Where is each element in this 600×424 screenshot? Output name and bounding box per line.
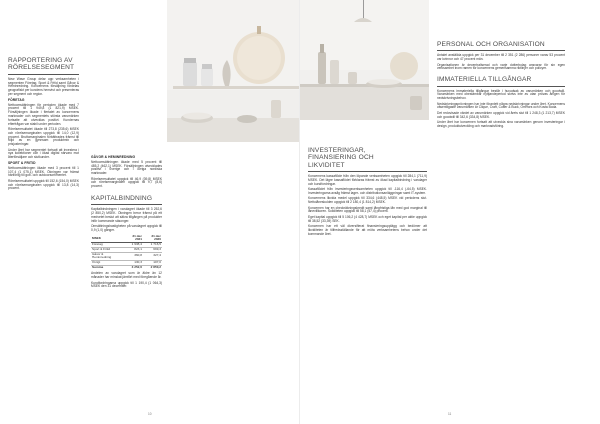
kitchen-counter-illustration <box>300 0 429 120</box>
investering-paragraph: Kassaflödet från investeringsverksamheten uppgick till -116,4 (-64,5) MSEK. Investeringarna avsåg främst lager- och distributionsanläggningar samt IT-system. <box>308 187 427 195</box>
table-cell: 360,8 <box>124 252 143 260</box>
interior-photo <box>167 0 300 142</box>
right-column-1 <box>308 147 427 238</box>
kapital-paragraph: Kapitalbindningen i varulagret ökade till 3 252,6 (2 850,2) MSEK. Ökningen beror främst på ett medvetet beslut att säkra tillgången på produkter inför kommande säsonger. <box>91 207 162 223</box>
table-header: MSEK <box>91 235 124 243</box>
sport-paragraph: Nettoomsättningen ökade med 3 procent till 1 107,4 (1 075,1) MSEK. Ökningen var främst hänförlig till golf- och outdoorsortimentet. <box>8 165 79 178</box>
page-number: 11 <box>448 412 452 416</box>
kapitalbindning-heading: KAPITALBINDNING <box>91 194 153 202</box>
kapital-paragraph: Andelen av varulagret som är äldre än 12 månader har minskat jämfört med föregående år. <box>91 271 162 280</box>
immateriella-paragraph: Det redovisade värdet av varumärken uppgick vid årets slut till 1 248,3 (1 213,7) MSEK och goodwill till 342,6 (334,8) MSEK. <box>437 110 565 119</box>
kapital-paragraph: Kundfordringarna uppgick till 1 190,4 (1 064,3) MSEK den 31 december. <box>91 280 162 289</box>
kitchen-photo <box>300 0 429 120</box>
table-cell: Summa <box>91 265 124 269</box>
table-row <box>91 252 162 260</box>
table-header: 31 dec 2020 <box>143 235 162 243</box>
kitchen-shelf-illustration <box>167 0 300 142</box>
table-cell: 699,3 <box>143 247 162 252</box>
sport-paragraph: Rörelseresultatet uppgick till 152,6 (154,0) MSEK och rörelsemarginalen uppgick till 13,8 (14,3) procent. <box>8 178 79 191</box>
personal-paragraph: Antalet anställda uppgick per 31 december till 2 351 (2 286) personer varav 53 procent var kvinnor och 47 procent män. <box>437 53 565 62</box>
immateriella-paragraph: Nedskrivningsprövningen har inte föranlett några nedskrivningar under året. Koncernens väsentligaste varumärken är Clique, Craft, Cutter & Buck, Orrefors och Kosta Boda. <box>437 101 565 110</box>
kapital-paragraph: Omsättningshastigheten på varulagret uppgick till 0,9 (1,0) gånger. <box>91 224 162 232</box>
table-cell: Företag <box>91 243 124 248</box>
table-cell: 1 716,5 <box>143 243 162 248</box>
intro-paragraph: New Wave Group delar upp verksamheten i segmenten Företag, Sport & Fritid samt Gåvor & Heminredning. Koncernens försäljning fördelas geografiskt per kundens hemvist och presenteras per segment och region. <box>8 76 79 96</box>
immateriella-heading: IMMATERIELLA TILLGÅNGAR <box>437 76 532 84</box>
investering-paragraph: Eget kapital uppgick till 5 106,2 (4 428,7) MSEK och eget kapital per aktie uppgick till 38,52 (33,39) SEK. <box>308 214 427 223</box>
immateriella-paragraph: Under året har koncernen fortsatt att utveckla sina varumärken genom investeringar i design, produktutveckling och marknadsföring. <box>437 119 565 128</box>
heading-rule <box>437 86 565 87</box>
table-sum-row <box>91 265 162 269</box>
personal-paragraph: Organisationen är decentraliserad och varje dotterbolag ansvarar för sin egen verksamhet inom ramen för koncernens gemensamma riktlinjer och policyer. <box>437 62 565 71</box>
table-cell: 3 252,6 <box>124 265 143 269</box>
table-header: 31 dec 2021 <box>124 235 143 243</box>
gavor-subheading: GÅVOR & HEMINREDNING <box>91 155 136 159</box>
gavor-paragraph: Nettoomsättningen ökade med 5 procent till 485,2 (462,1) MSEK. Försäljningen utvecklades positivt i Sverige och i övriga nordiska marknader. <box>91 159 162 176</box>
table-cell: Gåvor & Heminredning <box>91 252 124 260</box>
heading-rule <box>8 74 79 75</box>
investering-paragraph: Koncernen har en checkräkningskredit samt långfristiga lån med god marginal till lånevillkoren. Soliditeten uppgick till 58,1 (57,4) procent. <box>308 205 427 214</box>
table-cell: 107,0 <box>143 260 162 265</box>
investeringar-heading: INVESTERINGAR, FINANSIERING OCH LIKVIDITET <box>308 147 374 169</box>
inventory-table <box>91 235 162 270</box>
segment-reporting-heading: RAPPORTERING AV RÖRELSESEGMENT <box>8 57 75 72</box>
table-cell: 2 850,2 <box>143 265 162 269</box>
table-cell: Övrigt <box>91 260 124 265</box>
heading-rule <box>308 171 427 172</box>
left-column-1 <box>8 57 79 193</box>
investering-paragraph: Koncernens kassaflöde från den löpande verksamheten uppgick till 284,1 (711,9) MSEK. Det lägre kassaflödet förklaras främst av ökad kapitalbindning i varulager och kundfordringar. <box>308 174 427 186</box>
investering-paragraph: Koncernens likvida medel uppgick till 334,6 (448,5) MSEK vid periodens slut. Nettolåneskulden uppgick till 2 180,4 (1 814,2) MSEK. <box>308 196 427 205</box>
table-cell: 327,4 <box>143 252 162 260</box>
investering-paragraph: Koncernen har ett väl diversifierat finansieringsupplägg och bedömer att likviditeten är tillfredsställande för att möta verksamhetens behov under det kommande året. <box>308 223 427 236</box>
personal-heading: PERSONAL OCH ORGANISATION <box>437 41 545 48</box>
left-column-2 <box>91 154 162 291</box>
foretag-paragraph: Under året har segmentet fortsatt att investera i nya kollektioner och i ökad digital närvaro mot återförsäljare och slutkunder. <box>8 147 79 160</box>
sport-fritid-subheading: SPORT & FRITID <box>8 160 36 165</box>
foretag-paragraph: Rörelseresultatet ökade till 273,8 (235,6) MSEK och rörelsemarginalen uppgick till 14,0 (12,9) procent. Bruttomarginalen förbättrades främst till följd av en gynnsam produktmix och prisjusteringar. <box>8 126 79 147</box>
foretag-subheading: FÖRETAG <box>8 97 25 102</box>
table-cell: 823,1 <box>124 247 143 252</box>
table-cell: 1 938,4 <box>124 243 143 248</box>
right-page <box>300 0 600 424</box>
immateriella-paragraph: Koncernens immateriella tillgångar består i huvudsak av varumärken och goodwill. Varumärken med obestämbar nyttjandeperiod skrivs inte av utan prövas årligen för nedskrivningsbehov. <box>437 88 565 101</box>
heading-rule <box>91 204 162 205</box>
table-cell: Sport & Fritid <box>91 247 124 252</box>
table-cell: 130,3 <box>124 260 143 265</box>
heading-rule <box>437 50 565 51</box>
gavor-paragraph: Rörelseresultatet uppgick till 46,9 (39,8) MSEK och rörelsemarginalen uppgick till 9,7 (8,6) procent. <box>91 176 162 189</box>
foretag-paragraph: Nettoomsättningen för perioden ökade med 7 procent till 1 949,8 (1 821,9) MSEK. Försäljningen ökade i flertalet av koncernens marknader och segmentets största varumärken fortsatte att utvecklas positivt. Kundernas efterfrågan var stabil under perioden. <box>8 102 79 126</box>
page-number: 10 <box>148 412 152 416</box>
right-column-2 <box>437 41 565 130</box>
